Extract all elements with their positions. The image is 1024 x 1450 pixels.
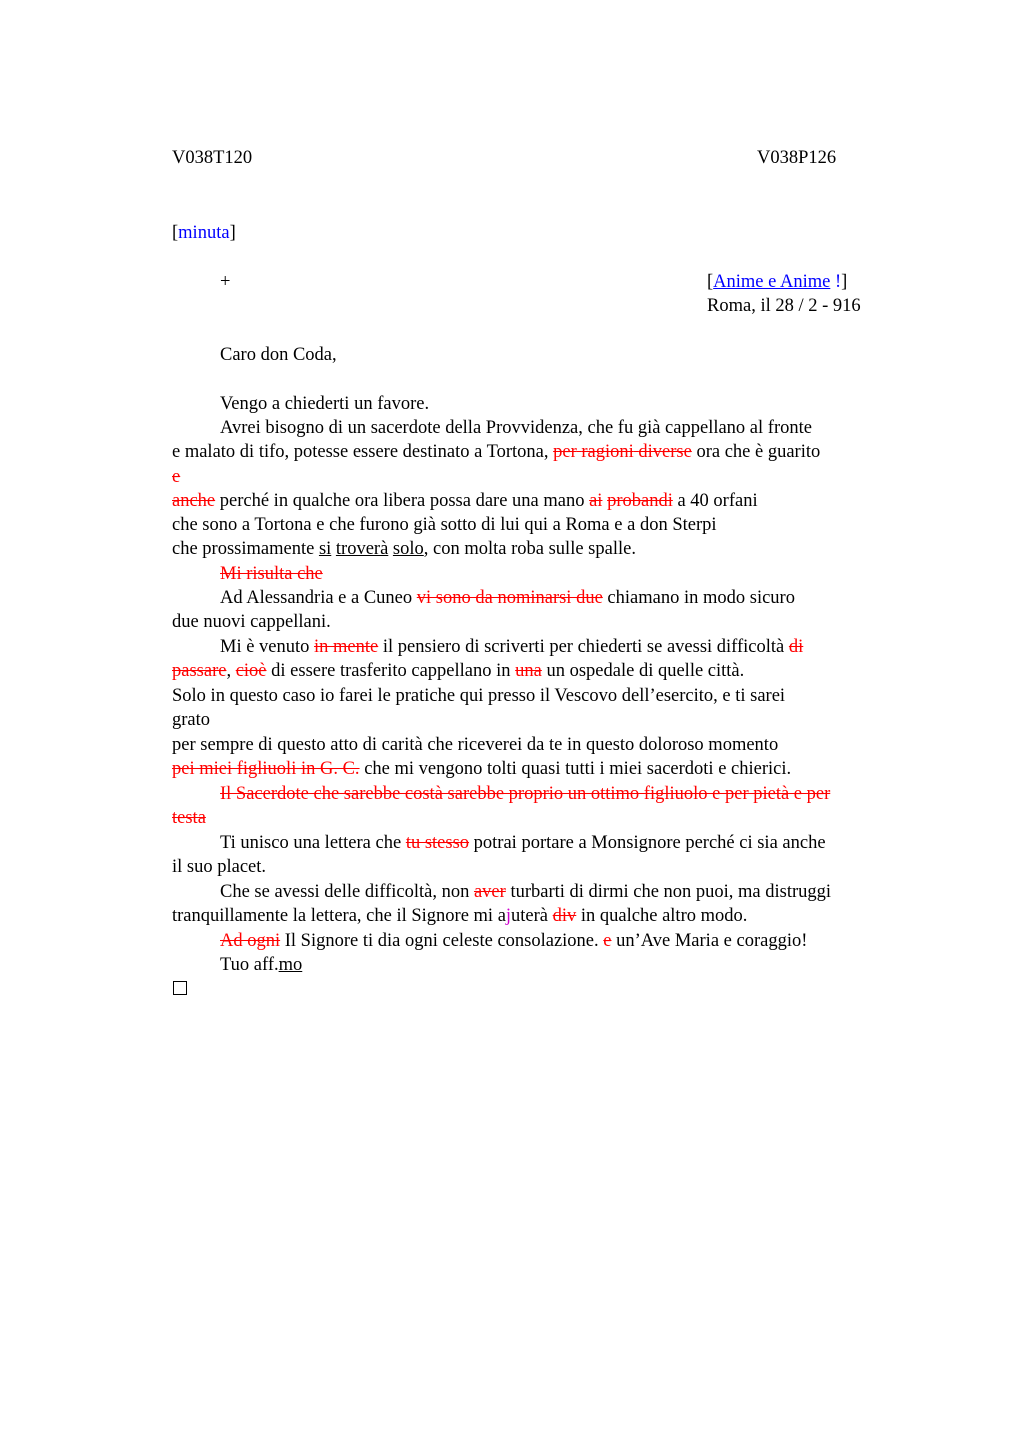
- deleted-text: div: [552, 906, 577, 926]
- text-run: Mi è venuto: [220, 637, 315, 657]
- letter-line: [220, 880, 831, 904]
- motto-link[interactable]: Anime e Anime: [713, 272, 831, 292]
- deleted-text: Mi risulta che: [220, 564, 323, 584]
- text-run: chiamano in modo sicuro: [602, 588, 795, 608]
- end-square-icon: [173, 981, 187, 995]
- motto-bracket-open: [: [707, 272, 714, 292]
- letter-line: [172, 757, 791, 781]
- deleted-text: anche: [172, 491, 216, 511]
- text-run: di essere trasferito cappellano in: [266, 661, 516, 681]
- underlined-text: si: [318, 539, 332, 559]
- text-run: Tuo aff.: [220, 955, 279, 975]
- deleted-text: e: [603, 931, 612, 951]
- motto-bracket-close: ]: [841, 272, 848, 292]
- minuta-label: minuta: [178, 223, 230, 243]
- letter-line: [220, 562, 323, 586]
- letter-line: grato: [172, 710, 211, 730]
- underlined-text: troverà: [335, 539, 389, 559]
- deleted-text: e: [172, 467, 181, 487]
- text-run: perché in qualche ora libera possa dare una mano: [215, 491, 590, 511]
- text-run: un ospedale di quelle città.: [541, 661, 745, 681]
- motto: [707, 270, 847, 294]
- document-code-right: V038P126: [757, 148, 837, 168]
- letter-line: Vengo a chiederti un favore.: [220, 394, 430, 414]
- bracket-open: [: [172, 223, 179, 243]
- deleted-text: ai: [589, 491, 603, 511]
- bracket-close: ]: [229, 223, 236, 243]
- cross-mark: +: [220, 272, 231, 292]
- deleted-text: Ad ogni: [220, 931, 281, 951]
- letter-line: per sempre di questo atto di carità che riceverei da te in questo doloroso momento: [172, 735, 779, 755]
- deleted-text: probandi: [607, 491, 673, 511]
- letter-line: [172, 537, 636, 561]
- text-run: ,: [226, 661, 236, 681]
- document-type-label: [172, 221, 236, 245]
- text-run: uterà: [511, 906, 553, 926]
- deleted-text: diverse: [638, 442, 692, 462]
- letter-line: [220, 586, 795, 610]
- text-run: tranquillamente la lettera, che il Signore mi a: [172, 906, 506, 926]
- deleted-text: passare: [172, 661, 227, 681]
- deleted-text: tu stesso: [405, 833, 470, 853]
- text-run: e malato di tifo, potesse essere destinato a Tortona,: [172, 442, 554, 462]
- letter-line: due nuovi cappellani.: [172, 612, 331, 632]
- deleted-text: per: [553, 442, 577, 462]
- text-run: Ti unisco una lettera che: [220, 833, 406, 853]
- letter-line: [172, 465, 180, 489]
- deleted-text: cioè: [235, 661, 267, 681]
- text-run: Che se avessi delle difficoltà, non: [220, 882, 474, 902]
- text-run: che prossimamente: [172, 539, 319, 559]
- motto-exclamation: !: [830, 272, 842, 292]
- underlined-text: solo: [392, 539, 424, 559]
- signature-line: [220, 953, 302, 977]
- document-code-left: V038T120: [172, 148, 253, 168]
- letter-line: [220, 782, 830, 806]
- deleted-text: testa: [172, 808, 206, 828]
- text-run: in qualche altro modo.: [576, 906, 748, 926]
- letter-line: il suo placet.: [172, 857, 267, 877]
- letter-line: [172, 659, 744, 683]
- letter-line: [172, 489, 758, 513]
- greeting: Caro don Coda,: [220, 345, 337, 365]
- text-run: Ad Alessandria e a Cuneo: [220, 588, 417, 608]
- deleted-text: pei miei figliuoli in G. C.: [172, 759, 360, 779]
- letter-line: [172, 904, 747, 928]
- deleted-text: vi sono da nominarsi due: [416, 588, 603, 608]
- letter-line: Avrei bisogno di un sacerdote della Provvidenza, che fu già cappellano al fronte: [220, 418, 812, 438]
- date-line: Roma, il 28 / 2 - 916: [707, 296, 861, 316]
- text-run: turbarti di dirmi che non puoi, ma distruggi: [505, 882, 832, 902]
- letter-line: [172, 806, 206, 830]
- deleted-text: di: [788, 637, 804, 657]
- corrected-letter: j: [505, 906, 512, 926]
- deleted-text: aver: [473, 882, 506, 902]
- deleted-text: una: [515, 661, 542, 681]
- text-run: a 40 orfani: [672, 491, 758, 511]
- text-run: Il Signore ti dia ogni celeste consolazione.: [280, 931, 604, 951]
- text-run: un’Ave Maria e coraggio!: [611, 931, 808, 951]
- text-run: , con molta roba sulle spalle.: [423, 539, 636, 559]
- letter-line: [220, 635, 803, 659]
- text-run: potrai portare a Monsignore perché ci sia anche: [469, 833, 826, 853]
- deleted-text: Il Sacerdote che sarebbe costà sarebbe proprio un ottimo figliuolo e per pietà e per: [220, 784, 831, 804]
- deleted-text: in mente: [314, 637, 379, 657]
- text-run: che mi vengono tolti quasi tutti i miei sacerdoti e chierici.: [359, 759, 792, 779]
- text-run: il pensiero di scriverti per chiederti se avessi difficoltà: [378, 637, 789, 657]
- letter-line: Solo in questo caso io farei le pratiche qui presso il Vescovo dell’esercito, e ti sarei: [172, 686, 786, 706]
- letter-line: [172, 440, 820, 464]
- deleted-text: ragioni: [581, 442, 634, 462]
- letter-line: che sono a Tortona e che furono già sotto di lui qui a Roma e a don Sterpi: [172, 515, 717, 535]
- letter-line: [220, 929, 807, 953]
- letter-line: [220, 831, 826, 855]
- text-run: ora che è guarito: [691, 442, 821, 462]
- underlined-text: mo: [278, 955, 303, 975]
